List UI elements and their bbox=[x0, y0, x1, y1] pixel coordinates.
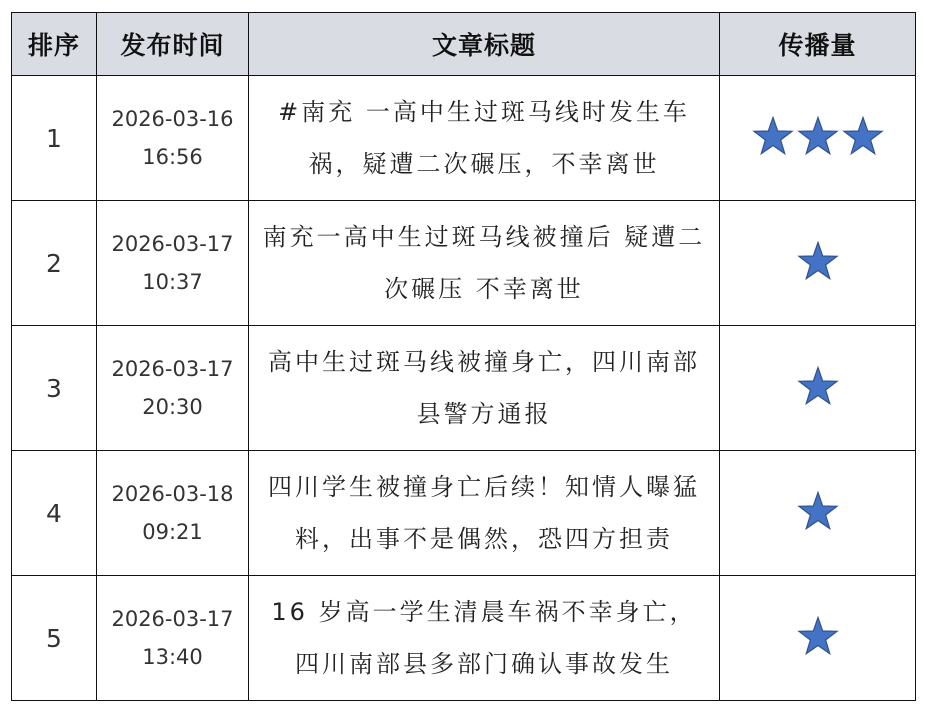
spread-cell bbox=[720, 76, 916, 201]
publish-time-cell bbox=[97, 576, 249, 701]
spread-rating-stars bbox=[797, 365, 839, 407]
spread-rating-stars bbox=[797, 240, 839, 282]
article-title-cell: 南充一高中生过斑马线被撞后 疑遭二次碾压 不幸离世 bbox=[249, 201, 720, 326]
spread-rating-stars bbox=[797, 615, 839, 657]
publish-clock: 10:37 bbox=[142, 270, 203, 294]
star-icon bbox=[797, 490, 839, 532]
publish-date: 2026-03-17 bbox=[111, 357, 234, 381]
spread-cell bbox=[720, 326, 916, 451]
rank-cell: 1 bbox=[12, 76, 97, 201]
spread-cell bbox=[720, 451, 916, 576]
rank-cell: 5 bbox=[12, 576, 97, 701]
rank-cell: 2 bbox=[12, 201, 97, 326]
article-title-cell: 高中生过斑马线被撞身亡，四川南部县警方通报 bbox=[249, 326, 720, 451]
article-title-cell: #南充 一高中生过斑马线时发生车祸，疑遭二次碾压，不幸离世 bbox=[249, 76, 720, 201]
header-rank: 排序 bbox=[12, 13, 97, 76]
rank-cell: 3 bbox=[12, 326, 97, 451]
spread-rating-stars bbox=[797, 490, 839, 532]
publish-time-cell bbox=[97, 201, 249, 326]
publish-time-cell bbox=[97, 326, 249, 451]
rank-cell: 4 bbox=[12, 451, 97, 576]
publish-clock: 20:30 bbox=[142, 395, 203, 419]
star-icon bbox=[842, 115, 884, 157]
article-title-cell: 四川学生被撞身亡后续！知情人曝猛料，出事不是偶然，恐四方担责 bbox=[249, 451, 720, 576]
publish-date: 2026-03-17 bbox=[111, 607, 234, 631]
publish-time-cell bbox=[97, 451, 249, 576]
table-row bbox=[12, 76, 916, 201]
publish-clock: 16:56 bbox=[142, 145, 203, 169]
publish-date: 2026-03-16 bbox=[111, 107, 234, 131]
table-row bbox=[12, 201, 916, 326]
article-ranking-table bbox=[11, 12, 916, 701]
spread-rating-stars bbox=[752, 115, 884, 157]
spread-cell bbox=[720, 576, 916, 701]
header-spread: 传播量 bbox=[720, 13, 916, 76]
star-icon bbox=[797, 615, 839, 657]
article-title-cell: 16 岁高一学生清晨车祸不幸身亡，四川南部县多部门确认事故发生 bbox=[249, 576, 720, 701]
publish-clock: 13:40 bbox=[142, 645, 203, 669]
table-row bbox=[12, 326, 916, 451]
publish-date: 2026-03-17 bbox=[111, 232, 234, 256]
star-icon bbox=[797, 240, 839, 282]
spread-cell bbox=[720, 201, 916, 326]
article-ranking-table-wrapper bbox=[11, 12, 915, 701]
star-icon bbox=[797, 365, 839, 407]
header-article-title: 文章标题 bbox=[249, 13, 720, 76]
star-icon bbox=[752, 115, 794, 157]
publish-clock: 09:21 bbox=[142, 520, 203, 544]
table-row bbox=[12, 576, 916, 701]
star-icon bbox=[797, 115, 839, 157]
table-header-row bbox=[12, 13, 916, 76]
table-row bbox=[12, 451, 916, 576]
publish-date: 2026-03-18 bbox=[111, 482, 234, 506]
header-publish-time: 发布时间 bbox=[97, 13, 249, 76]
publish-time-cell bbox=[97, 76, 249, 201]
